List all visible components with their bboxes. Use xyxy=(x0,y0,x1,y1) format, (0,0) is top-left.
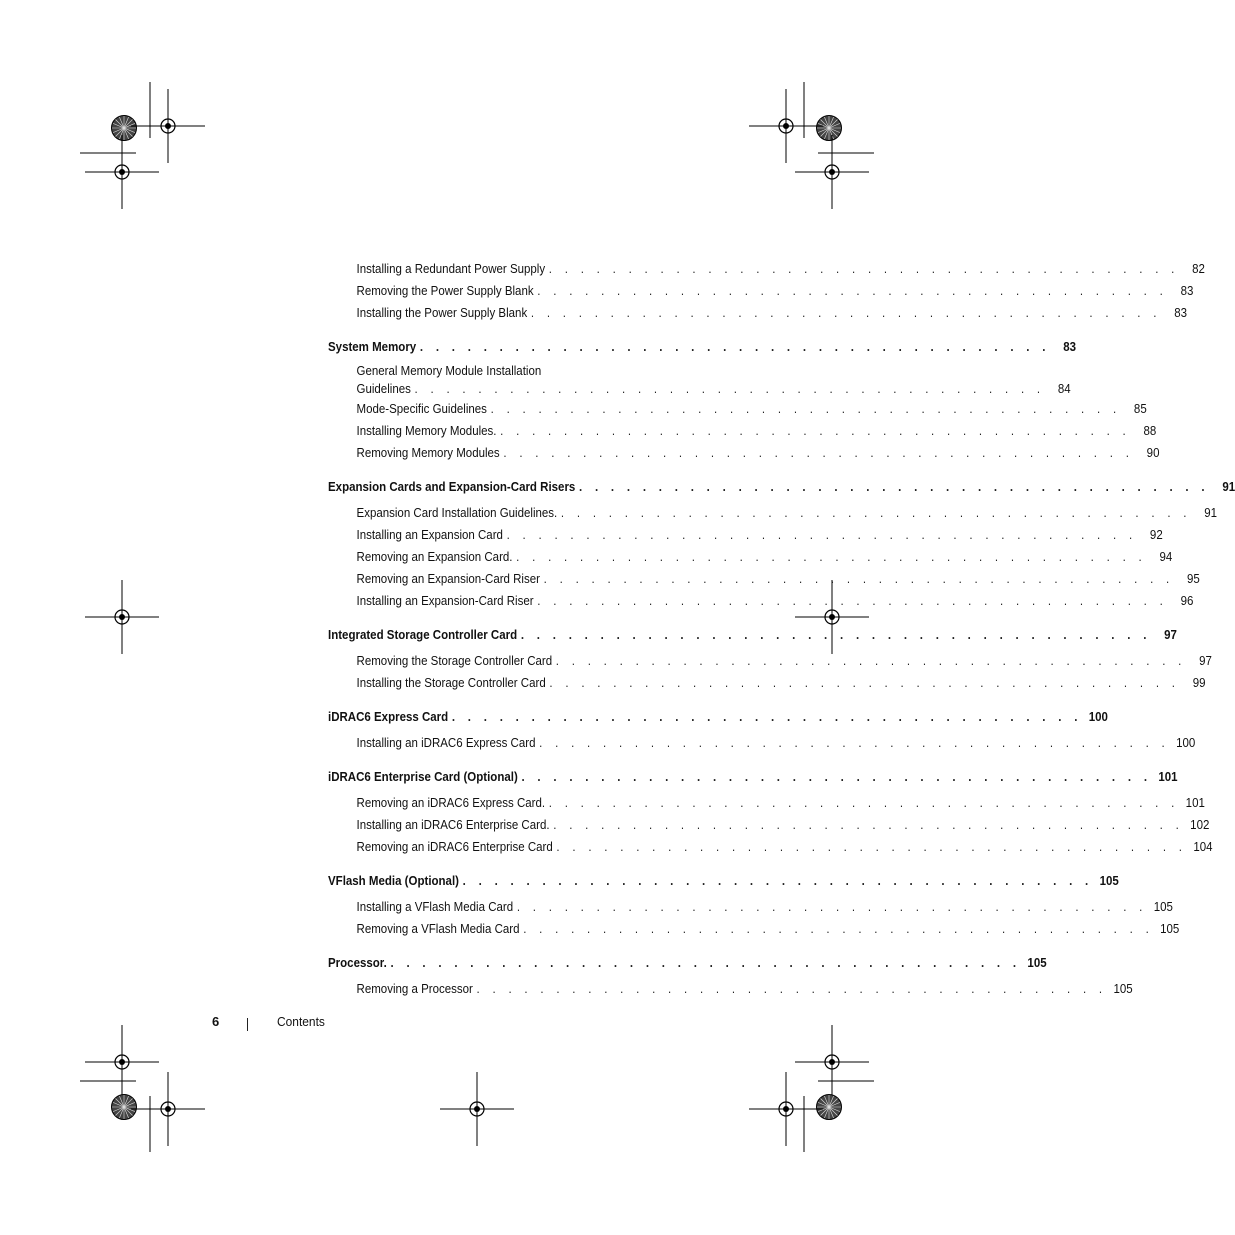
toc-entry-title: Removing an iDRAC6 Express Card. xyxy=(356,796,546,810)
toc-entry-page: 91 xyxy=(1222,480,1235,494)
registration-cross-icon xyxy=(85,580,159,654)
dot-leader: . . . . . . . . . . . . . . . . . . . . . . . . . . . . . . . . . . . . . . . . xyxy=(548,796,1180,810)
toc-entry-page: 105 xyxy=(1099,874,1119,888)
toc-subsection-entry[interactable] xyxy=(328,546,1173,568)
toc-subsection-entry[interactable] xyxy=(328,918,1180,940)
dot-leader: . . . . . . . . . . . . . . . . . . . . . . . . . . . . . . . . . . . . . . . . xyxy=(537,594,1168,608)
toc-entry-page: 97 xyxy=(1199,654,1212,668)
dot-leader: . . . . . . . . . . . . . . . . . . . . . . . . . . . . . . . . . . . . . . . . xyxy=(476,982,1107,996)
toc-entry-page: 105 xyxy=(1160,922,1180,936)
toc-entry-page: 82 xyxy=(1192,262,1205,276)
toc-section-entry[interactable] xyxy=(328,766,1178,788)
registration-cross-icon xyxy=(131,1072,205,1146)
toc-entry-title: VFlash Media (Optional) xyxy=(328,874,459,888)
toc-entry-page: 105 xyxy=(1153,900,1173,914)
starburst-icon xyxy=(112,1095,137,1120)
toc-entry-page: 84 xyxy=(1057,382,1071,396)
dot-leader: . . . . . . . . . . . . . . . . . . . . . . . . . . . . . . . . . . . . . . . . xyxy=(506,528,1137,542)
toc-entry-title: Installing an Expansion Card xyxy=(356,528,503,542)
toc-entry-page: 94 xyxy=(1159,550,1173,564)
toc-entry-page: 95 xyxy=(1186,572,1200,586)
dot-leader: . . . . . . . . . . . . . . . . . . . . . . . . . . . . . . . . . . . . . . . . xyxy=(543,572,1175,586)
footer-divider xyxy=(247,1018,248,1031)
starburst-icon xyxy=(817,1095,842,1120)
toc-entry-page: 100 xyxy=(1176,736,1196,750)
toc-entry-title: Removing the Storage Controller Card xyxy=(356,654,553,668)
toc-entry-title: Guidelines xyxy=(356,382,411,396)
registration-cross-icon xyxy=(749,1072,823,1146)
toc-entry-page: 97 xyxy=(1164,628,1177,642)
toc-entry-title: Installing Memory Modules. xyxy=(356,424,497,438)
section-label: Contents xyxy=(277,1014,325,1029)
dot-leader: . . . . . . . . . . . . . . . . . . . . . . . . . . . . . . . . . . . . . . . . xyxy=(560,506,1192,520)
toc-section-entry[interactable] xyxy=(328,706,1108,728)
dot-leader: . . . . . . . . . . . . . . . . . . . . . . . . . . . . . . . . . . . . . . . . xyxy=(490,402,1121,416)
dot-leader: . . . . . . . . . . . . . . . . . . . . . . . . . . . . . . . . . . . . . . . . xyxy=(523,922,1154,936)
toc-subsection-entry[interactable] xyxy=(328,524,1163,546)
toc-subsection-entry[interactable] xyxy=(328,978,1133,1000)
toc-entry-title: Installing the Storage Controller Card xyxy=(356,676,546,690)
toc-entry-page: 102 xyxy=(1190,818,1210,832)
dot-leader: . . . . . . . . . . . . . . . . . . . . . . . . . . . . . . . . . . . . . . . . xyxy=(521,770,1152,784)
dot-leader: . . . . . . . . . . . . . . . . . . . . . . . . . . . . . . . . . . . . . . . . xyxy=(556,840,1187,854)
toc-subsection-entry[interactable] xyxy=(328,420,1157,442)
toc-entry-page: 88 xyxy=(1143,424,1157,438)
dot-leader: . . . . . . . . . . . . . . . . . . . . . . . . . . . . . . . . . . . . . . . . xyxy=(537,284,1168,298)
dot-leader: . . . . . . . . . . . . . . . . . . . . . . . . . . . . . . . . . . . . . . . . xyxy=(549,676,1180,690)
registration-cross-icon xyxy=(131,89,205,163)
dot-leader: . . . . . . . . . . . . . . . . . . . . . . . . . . . . . . . . . . . . . . . . xyxy=(500,424,1131,438)
dot-leader: . . . . . . . . . . . . . . . . . . . . . . . . . . . . . . . . . . . . . . . . xyxy=(539,736,1170,750)
toc-entry-title: iDRAC6 Enterprise Card (Optional) xyxy=(328,770,518,784)
toc-entry-page: 101 xyxy=(1185,796,1205,810)
toc-entry-title: Removing an Expansion-Card Riser xyxy=(356,572,540,586)
toc-subsection-entry[interactable] xyxy=(328,568,1200,590)
registration-cross-icon xyxy=(795,135,869,209)
dot-leader: . . . . . . . . . . . . . . . . . . . . . . . . . . . . . . . . . . . . . . . . xyxy=(520,628,1152,642)
toc-subsection-entry[interactable] xyxy=(328,650,1212,672)
page-number: 6 xyxy=(212,1014,220,1029)
dot-leader: . . . . . . . . . . . . . . . . . . . . . . . . . . . . . . . . . . . . . . . . xyxy=(516,550,1147,564)
toc-subsection-entry[interactable] xyxy=(328,672,1206,694)
toc-subsection-entry[interactable] xyxy=(328,442,1160,464)
toc-section-entry[interactable] xyxy=(328,952,1047,974)
toc-subsection-entry[interactable] xyxy=(328,836,1213,858)
dot-leader: . . . . . . . . . . . . . . . . . . . . . . . . . . . . . . . . . . . . . . . . xyxy=(503,446,1134,460)
toc-entry-page: 105 xyxy=(1113,982,1133,996)
dot-leader: . . . . . . . . . . . . . . . . . . . . . . . . . . . . . . . . . . . . . . . . xyxy=(451,710,1083,724)
toc-entry-title: Processor. xyxy=(328,956,387,970)
toc-subsection-entry[interactable] xyxy=(328,814,1210,836)
dot-leader: . . . . . . . . . . . . . . . . . . . . . . . . . . . . . . . . . . . . . . . . xyxy=(553,818,1184,832)
toc-entry-title: Expansion Card Installation Guidelines. xyxy=(356,506,558,520)
toc-entry-title: Expansion Cards and Expansion-Card Risers xyxy=(328,480,576,494)
toc-entry-title: iDRAC6 Express Card xyxy=(328,710,449,724)
toc-entry-page: 96 xyxy=(1180,594,1194,608)
registration-cross-icon xyxy=(795,1025,869,1099)
registration-cross-icon xyxy=(440,1072,514,1146)
registration-cross-icon xyxy=(85,135,159,209)
toc-subsection-entry[interactable] xyxy=(328,732,1196,754)
toc-entry-page: 83 xyxy=(1180,284,1194,298)
dot-leader: . . . . . . . . . . . . . . . . . . . . . . . . . . . . . . . . . . . . . . . . xyxy=(516,900,1148,914)
registration-cross-icon xyxy=(749,89,823,163)
starburst-icon xyxy=(112,116,137,141)
toc-entry-title: Installing an iDRAC6 Express Card xyxy=(356,736,536,750)
toc-entry-title: Removing a VFlash Media Card xyxy=(356,922,520,936)
dot-leader: . . . . . . . . . . . . . . . . . . . . . . . . . . . . . . . . . . . . . . . . xyxy=(548,262,1180,276)
toc-entry-title: Removing an iDRAC6 Enterprise Card xyxy=(356,840,553,854)
toc-entry-title: Removing an Expansion Card. xyxy=(356,550,513,564)
dot-leader: . . . . . . . . . . . . . . . . . . . . . . . . . . . . . . . . . . . . . . . . xyxy=(390,956,1021,970)
toc-entry-page: 83 xyxy=(1063,340,1077,354)
toc-entry-page: 90 xyxy=(1146,446,1160,460)
dot-leader: . . . . . . . . . . . . . . . . . . . . . . . . . . . . . . . . . . . . . . . . xyxy=(579,480,1210,494)
toc-section-entry[interactable] xyxy=(328,870,1119,892)
toc-subsection-entry[interactable] xyxy=(328,792,1205,814)
toc-entry-title: Installing a Redundant Power Supply xyxy=(356,262,546,276)
toc-entry-title: General Memory Module Installation xyxy=(356,364,542,378)
dot-leader: . . . . . . . . . . . . . . . . . . . . . . . . . . . . . . . . . . . . . . . . xyxy=(530,306,1162,320)
toc-entry-title: Installing the Power Supply Blank xyxy=(356,306,528,320)
dot-leader: . . . . . . . . . . . . . . . . . . . . . . . . . . . . . . . . . . . . . . . . xyxy=(555,654,1187,668)
toc-entry-title: Installing an Expansion-Card Riser xyxy=(356,594,534,608)
toc-subsection-entry[interactable] xyxy=(328,362,1071,398)
toc-entry-page: 83 xyxy=(1174,306,1188,320)
dot-leader: . . . . . . . . . . . . . . . . . . . . . . . . . . . . . . . . . . . . . . . . xyxy=(414,382,1045,396)
toc-subsection-entry[interactable] xyxy=(328,280,1194,302)
toc-entry-page: 85 xyxy=(1133,402,1147,416)
toc-entry-page: 104 xyxy=(1193,840,1213,854)
toc-section-entry[interactable] xyxy=(328,476,1235,498)
toc-entry-page: 101 xyxy=(1158,770,1178,784)
toc-entry-title: Integrated Storage Controller Card xyxy=(328,628,518,642)
toc-subsection-entry[interactable] xyxy=(328,896,1173,918)
registration-cross-icon xyxy=(85,1025,159,1099)
dot-leader: . . . . . . . . . . . . . . . . . . . . . . . . . . . . . . . . . . . . . . . . xyxy=(462,874,1094,888)
toc-entry-title: Removing Memory Modules xyxy=(356,446,500,460)
toc-entry-page: 92 xyxy=(1149,528,1163,542)
toc-entry-title: System Memory xyxy=(328,340,417,354)
toc-entry-title: Mode-Specific Guidelines xyxy=(356,402,487,416)
page-footer xyxy=(0,1014,954,1034)
starburst-icon xyxy=(817,116,842,141)
toc-entry-page: 91 xyxy=(1204,506,1218,520)
toc-entry-title: Removing a Processor xyxy=(356,982,473,996)
toc-entry-title: Installing an iDRAC6 Enterprise Card. xyxy=(356,818,550,832)
toc-list xyxy=(328,258,1235,1000)
toc-subsection-entry[interactable] xyxy=(328,590,1194,612)
dot-leader: . . . . . . . . . . . . . . . . . . . . . . . . . . . . . . . . . . . . . . . . xyxy=(419,340,1051,354)
toc-section-entry[interactable] xyxy=(328,624,1177,646)
toc-subsection-entry[interactable] xyxy=(328,398,1147,420)
toc-entry-page: 105 xyxy=(1027,956,1047,970)
table-of-contents xyxy=(328,258,1235,1000)
toc-subsection-entry[interactable] xyxy=(328,302,1188,324)
toc-entry-title: Removing the Power Supply Blank xyxy=(356,284,534,298)
toc-subsection-entry[interactable] xyxy=(328,258,1205,280)
toc-entry-page: 99 xyxy=(1192,676,1206,690)
toc-section-entry[interactable] xyxy=(328,336,1077,358)
toc-entry-title: Installing a VFlash Media Card xyxy=(356,900,514,914)
toc-subsection-entry[interactable] xyxy=(328,502,1218,524)
toc-entry-page: 100 xyxy=(1088,710,1108,724)
